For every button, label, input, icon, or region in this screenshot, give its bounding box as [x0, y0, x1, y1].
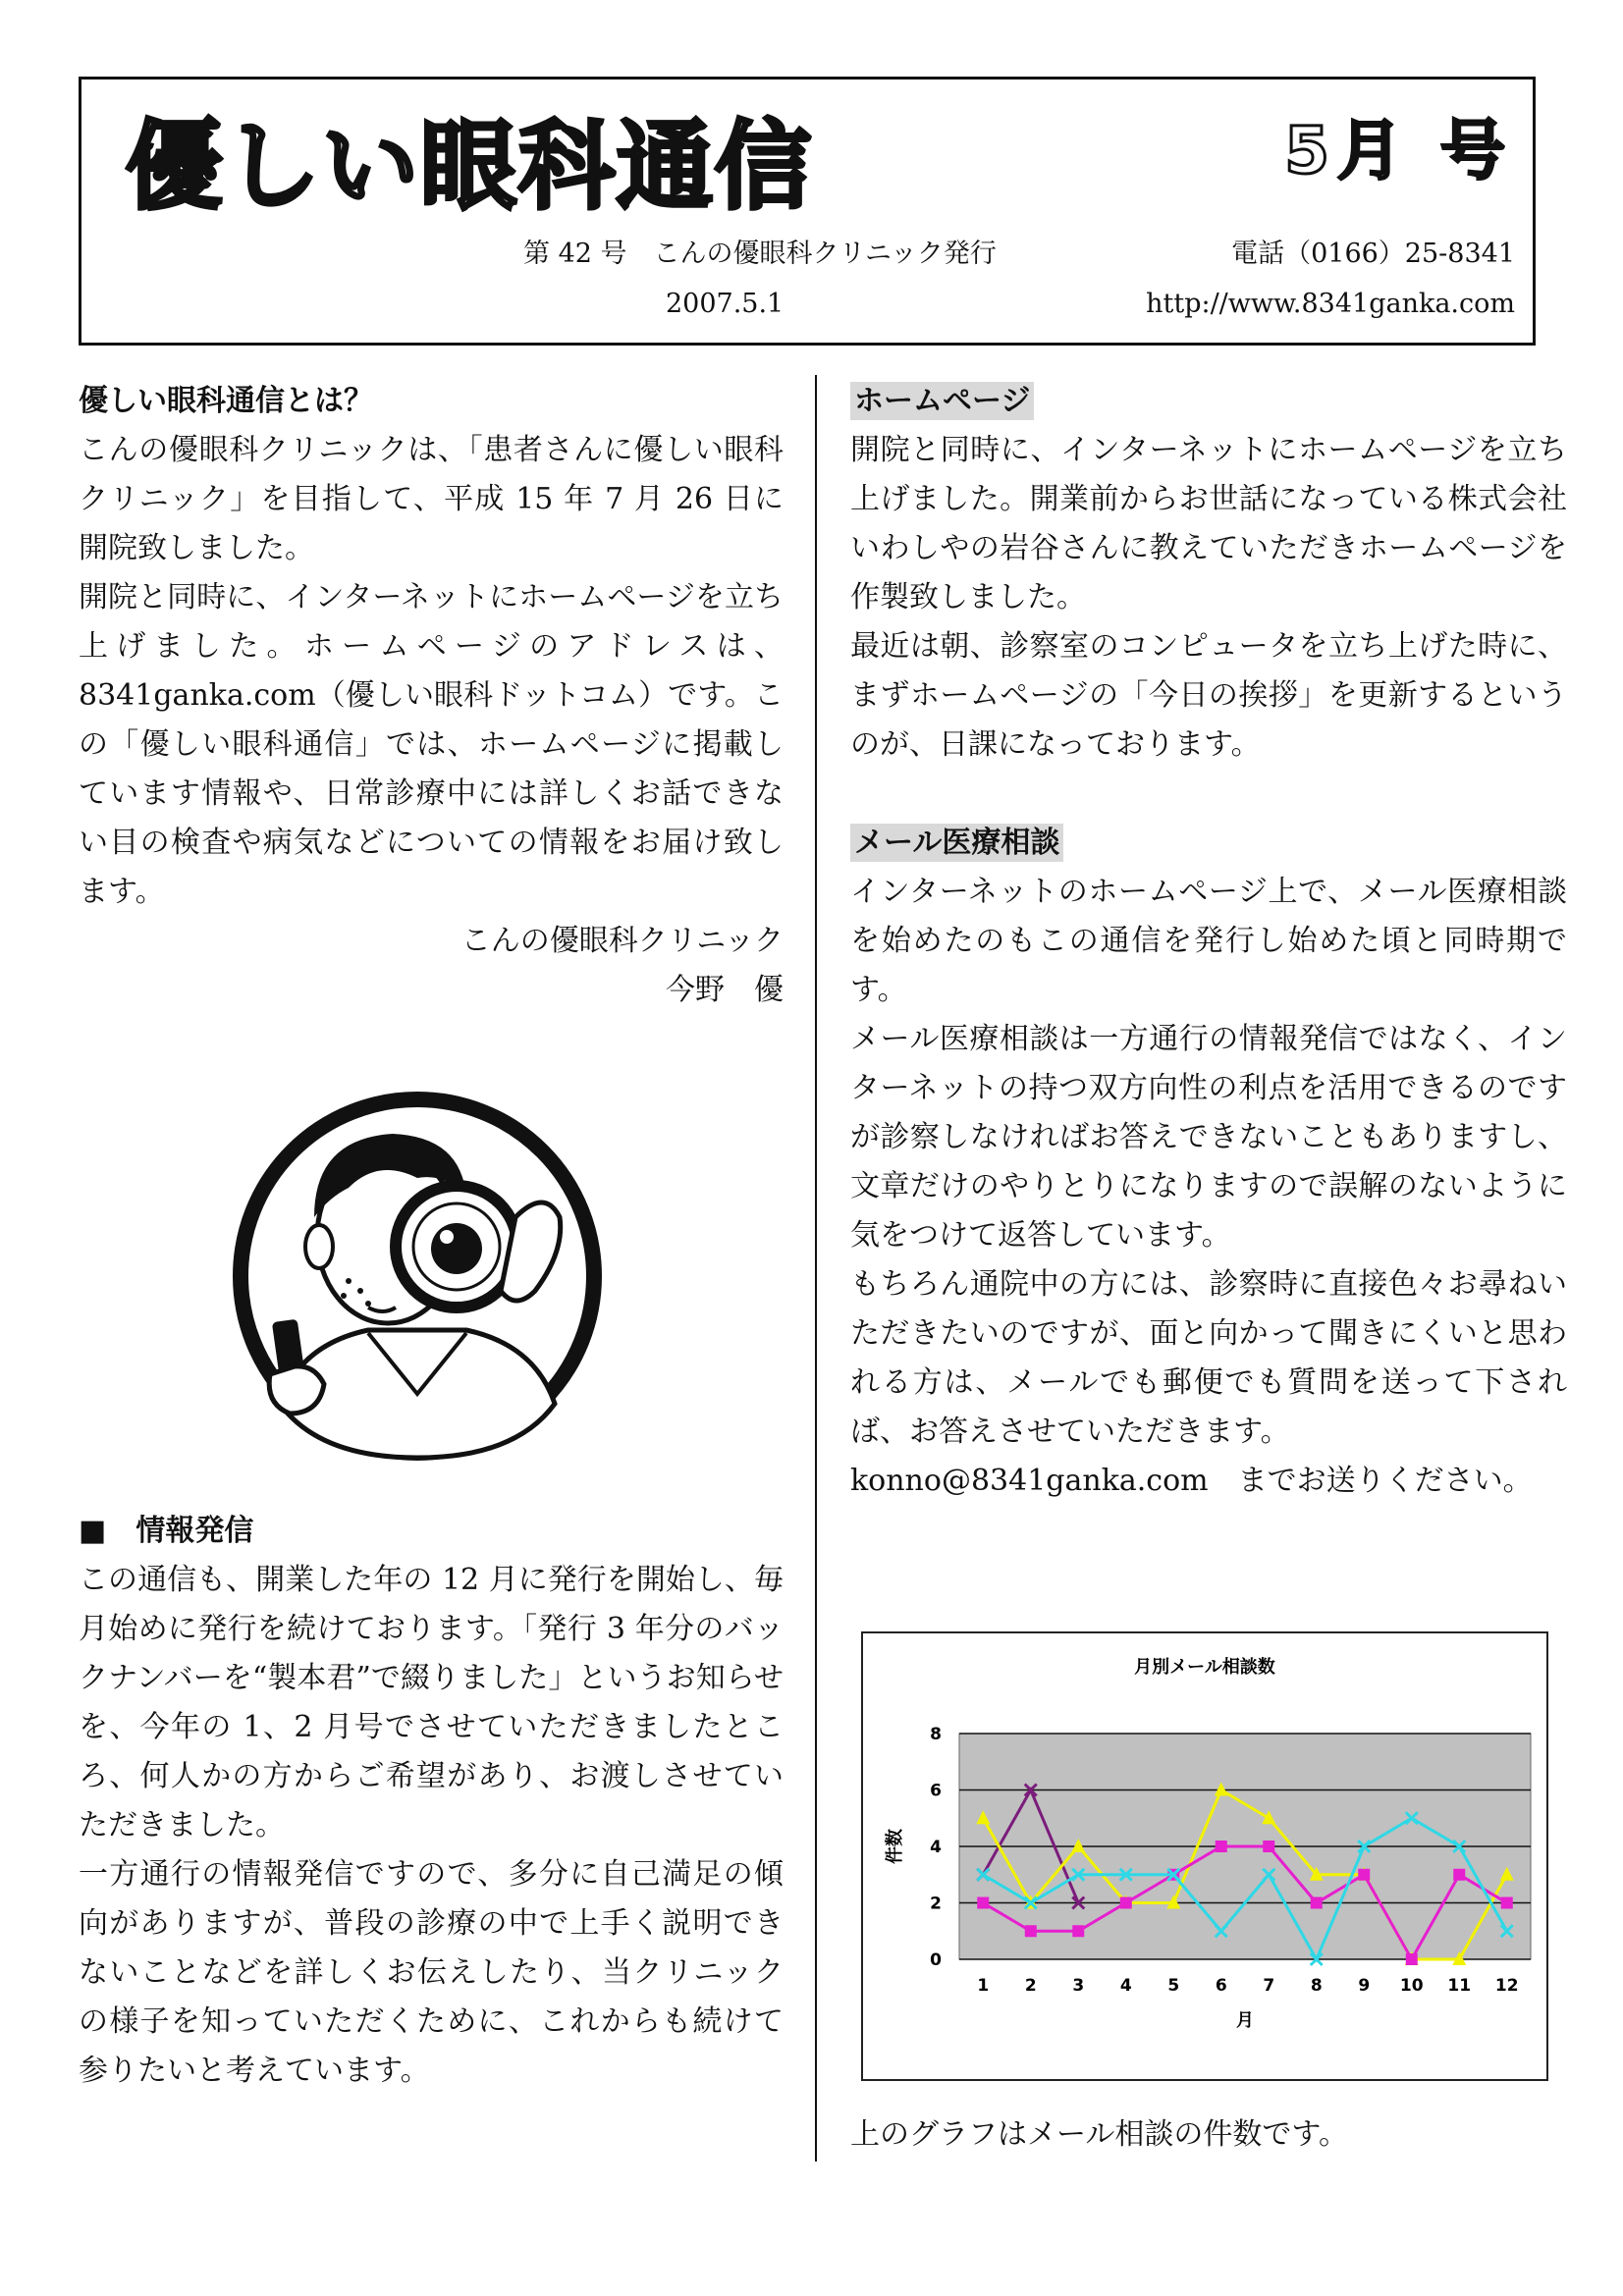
issue-month: 5月 号 — [1284, 113, 1513, 188]
series-magenta-point — [1501, 1897, 1513, 1909]
x-tick-label: 6 — [1215, 1976, 1227, 1996]
x-tick-label: 7 — [1263, 1976, 1275, 1996]
x-tick-label: 10 — [1399, 1976, 1424, 1996]
intro-paragraph-2: 開院と同時に、インターネットにホームページを立ち上げました。ホームページのアドレスは、8341ganka.com（優しい眼科ドットコム）です。この「優しい眼科通信」では、ホームページに掲載しています情報や、日常診療中には詳しくお話できない目の検査や病気などについての情報をお届け致します。 — [79, 580, 784, 909]
series-magenta-point — [977, 1897, 989, 1909]
mail-consult-heading: メール医療相談 — [850, 824, 1063, 862]
x-tick-label: 11 — [1447, 1976, 1472, 1996]
info-paragraph-2: 一方通行の情報発信ですので、多分に自己満足の傾向がありますが、普段の診療の中で上手く説明できないことなどを詳しくお伝えしたり、当クリニックの様子を知っていただくために、これからも続けて参りたいと考えています。 — [79, 1857, 784, 2088]
chart-caption: 上のグラフはメール相談の件数です。 — [850, 2117, 1348, 2152]
y-tick-label: 6 — [930, 1781, 942, 1801]
column-divider — [815, 375, 817, 2162]
info-paragraph-1: この通信も、開業した年の 12 月に発行を開始し、毎月始めに発行を続けております。「発行 3 年分のバックナンバーを“製本君”で綴りました」というお知らせを、今年の 1、2 月号でさせていただきましたところ、何人かの方からご希望があり、お渡しさせていただきました。 — [79, 1563, 784, 1842]
x-tick-label: 5 — [1167, 1976, 1180, 1996]
right-column — [850, 377, 1567, 1506]
mail-consult-chart — [861, 1631, 1548, 2081]
clinic-url[interactable]: http://www.8341ganka.com — [1146, 289, 1515, 319]
newsletter-title: 優しい眼科通信 — [126, 111, 814, 223]
y-tick-label: 4 — [930, 1838, 942, 1857]
x-tick-label: 8 — [1310, 1976, 1323, 1996]
chart-caption-wrap — [850, 2110, 1567, 2160]
homepage-paragraph-1: 開院と同時に、インターネットにホームページを立ち上げました。開業前からお世話になっている株式会社いわしやの岩谷さんに教えていただきホームページを作製致しました。 — [850, 433, 1567, 614]
series-magenta-point — [1406, 1953, 1418, 1965]
chart-title: 月別メール相談数 — [1134, 1657, 1275, 1678]
intro-heading: 優しい眼科通信とは？ — [79, 384, 373, 418]
series-magenta-point — [1216, 1841, 1227, 1852]
series-magenta-point — [1358, 1869, 1370, 1881]
issue-publisher: 第 42 号 こんの優眼科クリニック発行 — [523, 239, 997, 269]
homepage-heading: ホームページ — [850, 382, 1034, 420]
signature-name: 今野 優 — [666, 973, 784, 1007]
mail-email-line[interactable]: konno@8341ganka.com までお送りください。 — [850, 1464, 1533, 1498]
x-tick-label: 12 — [1494, 1976, 1519, 1996]
doctor-magnifier-illustration — [221, 1080, 614, 1472]
homepage-paragraph-2: 最近は朝、診察室のコンピュータを立ち上げた時に、まずホームページの「今日の挨拶」を更新するというのが、日課になっております。 — [850, 629, 1567, 762]
x-tick-label: 9 — [1358, 1976, 1371, 1996]
series-magenta-point — [1453, 1869, 1465, 1881]
x-tick-label: 3 — [1072, 1976, 1085, 1996]
x-tick-label: 1 — [977, 1976, 990, 1996]
mail-paragraph-3: もちろん通院中の方には、診察時に直接色々お尋ねいただきたいのですが、面と向かって聞きにくいと思われる方は、メールでも郵便でも質問を送って下されば、お答えさせていただきます。 — [850, 1267, 1567, 1449]
left-column-intro — [79, 377, 784, 1015]
series-magenta-point — [1263, 1841, 1274, 1852]
x-tick-label: 2 — [1024, 1976, 1037, 1996]
x-axis-label: 月 — [1236, 2010, 1254, 2031]
issue-date: 2007.5.1 — [666, 289, 784, 319]
series-magenta-point — [1025, 1925, 1037, 1937]
series-magenta-point — [1311, 1897, 1323, 1909]
intro-paragraph-1: こんの優眼科クリニックは、「患者さんに優しい眼科クリニック」を目指して、平成 15 年 7 月 26 日に開院致しました。 — [79, 433, 784, 565]
series-magenta-point — [1072, 1925, 1084, 1937]
x-tick-label: 4 — [1119, 1976, 1132, 1996]
mail-paragraph-1: インターネットのホームページ上で、メール医療相談を始めたのもこの通信を発行し始めた頃と同時期です。 — [850, 875, 1567, 1007]
y-tick-label: 0 — [930, 1950, 942, 1970]
left-column-info — [79, 1507, 784, 2096]
y-tick-label: 2 — [930, 1894, 942, 1914]
y-tick-label: 8 — [930, 1725, 942, 1744]
y-axis-label: 件数 — [885, 1829, 905, 1864]
mail-paragraph-2: メール医療相談は一方通行の情報発信ではなく、インターネットの持つ双方向性の利点を活用できるのですが診察しなければお答えできないこともありますし、文章だけのやりとりになりますので誤解のないように気をつけて返答しています。 — [850, 1022, 1567, 1253]
info-heading: ■ 情報発信 — [79, 1514, 254, 1548]
signature-clinic: こんの優眼科クリニック — [460, 924, 784, 958]
series-magenta-point — [1120, 1897, 1132, 1909]
clinic-phone: 電話（0166）25-8341 — [1231, 239, 1515, 269]
chart-svg — [863, 1633, 1546, 2079]
newsletter-header — [79, 77, 1536, 346]
